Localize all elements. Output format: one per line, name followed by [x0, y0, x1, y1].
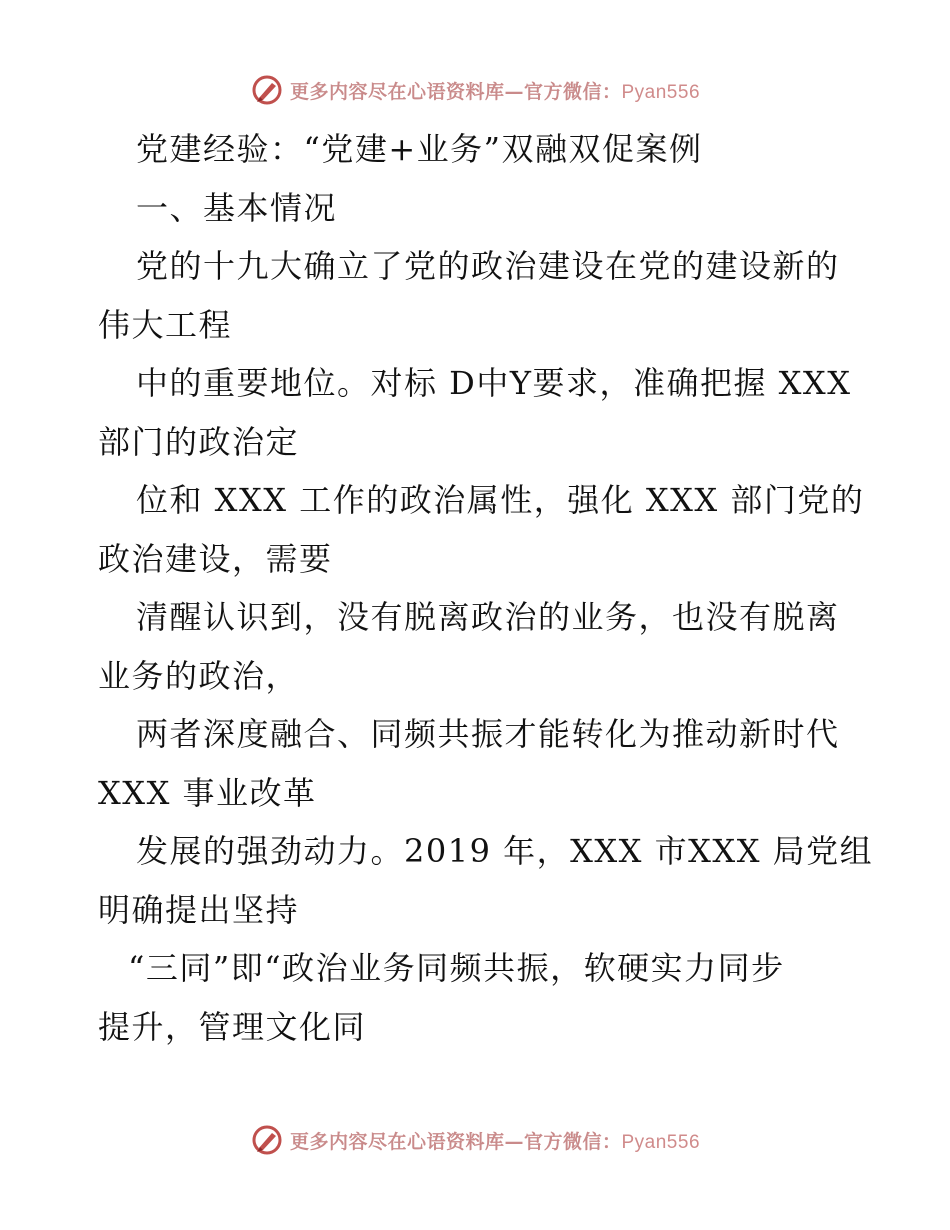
paragraph-line: 党的十九大确立了党的政治建设在党的建设新的 [136, 247, 840, 285]
paragraph-line: XXX 事业改革 [98, 773, 317, 812]
section-heading: 一、基本情况 [136, 188, 338, 227]
footer-watermark [0, 1120, 950, 1160]
document-body [98, 120, 874, 1056]
paragraph-line: 提升，管理文化同 [98, 1007, 367, 1046]
paragraph-line: 发展的强劲动力。2019 年，XXX 市XXX 局党组 [136, 832, 874, 870]
document-title: 党建经验：“党建+业务”双融双促案例 [136, 130, 703, 168]
pen-logo-icon [250, 1123, 284, 1157]
paragraph-line: 两者深度融合、同频共振才能转化为推动新时代 [136, 715, 840, 753]
paragraph-line: 清醒认识到，没有脱离政治的业务，也没有脱离 [136, 598, 840, 636]
paragraph-line: 伟大工程 [98, 305, 233, 344]
watermark-text: 更多内容尽在心语资料库—官方微信：Pyan556 [289, 80, 701, 103]
paragraph-line: 中的重要地位。对标 D中Y要求，准确把握 XXX [136, 364, 852, 402]
watermark-text: 更多内容尽在心语资料库—官方微信：Pyan556 [289, 1130, 701, 1153]
paragraph-line: 政治建设，需要 [98, 539, 333, 578]
pen-logo-icon [250, 73, 284, 107]
paragraph-line: 业务的政治， [98, 656, 300, 695]
paragraph-line: “三同”即“政治业务同频共振，软硬实力同步 [128, 949, 785, 987]
paragraph-line: 位和 XXX 工作的政治属性，强化 XXX 部门党的 [136, 481, 865, 519]
paragraph-line: 部门的政治定 [98, 422, 300, 461]
paragraph-line: 明确提出坚持 [98, 890, 300, 929]
header-watermark [0, 70, 950, 110]
